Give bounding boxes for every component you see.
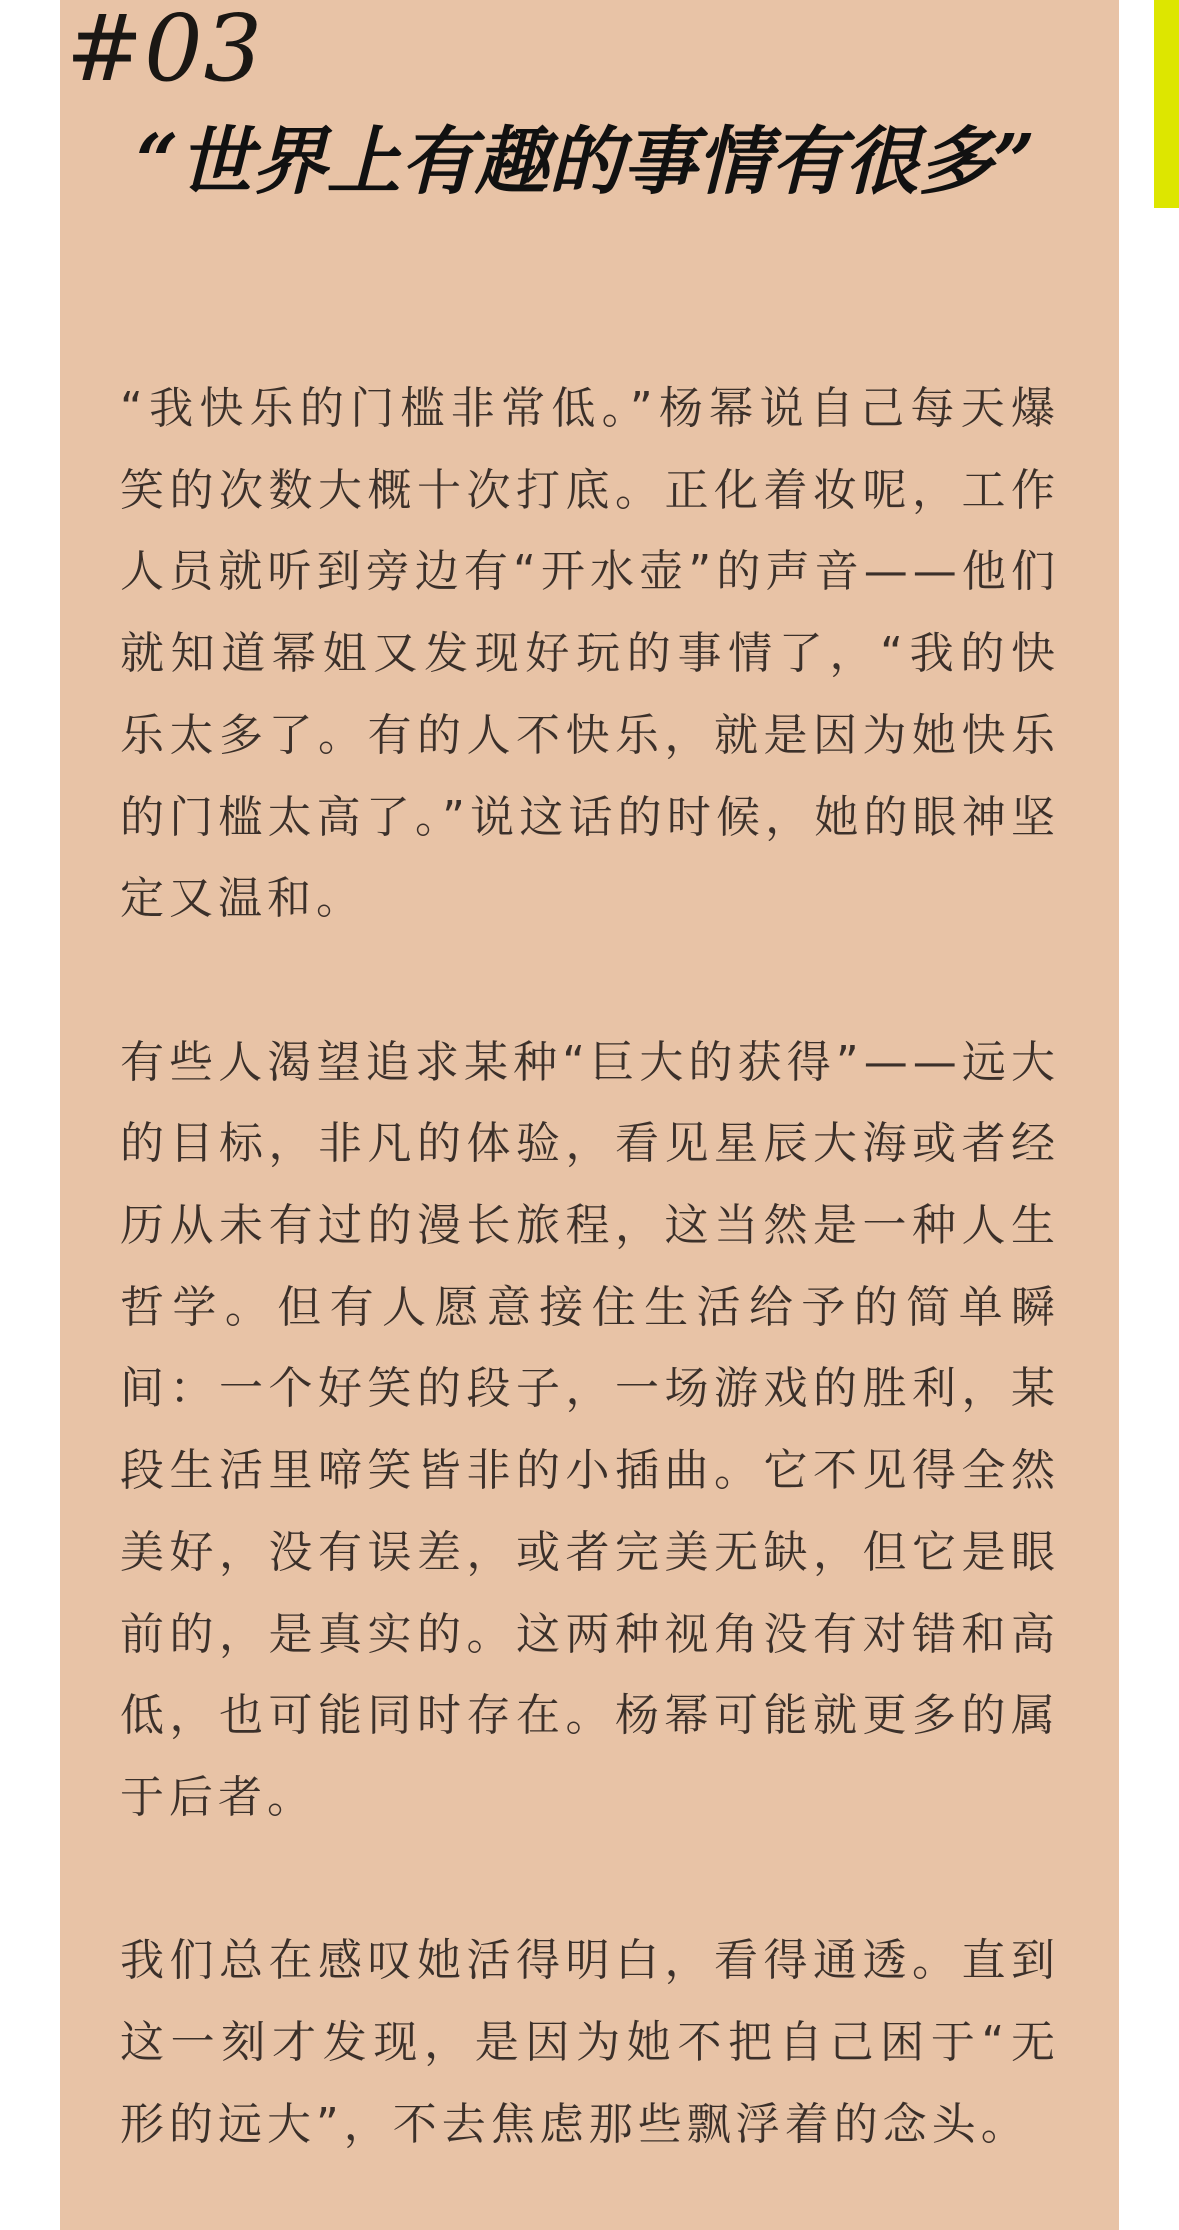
paragraph-3: 我们总在感叹她活得明白，看得通透。直到这一刻才发现，是因为她不把自己困于“无形的远大”，不去焦虑那些飘浮着的念头。 — [120, 1935, 1060, 2150]
accent-bar — [1154, 0, 1179, 208]
paragraph-1: “我快乐的门槛非常低。”杨幂说自己每天爆笑的次数大概十次打底。正化着妆呢，工作人员就听到旁边有“开水壶”的声音——他们就知道幂姐又发现好玩的事情了，“我的快乐太多了。有的人不快乐，就是因为她快乐的门槛太高了。”说这话的时候，她的眼神坚定又温和。 — [120, 383, 1060, 925]
section-headline: “世界上有趣的事情有很多” — [136, 119, 1036, 205]
paragraph-2: 有些人渴望追求某种“巨大的获得”——远大的目标，非凡的体验，看见星辰大海或者经历从未有过的漫长旅程，这当然是一种人生哲学。但有人愿意接住生活给予的简单瞬间：一个好笑的段子，一场游戏的胜利，某段生活里啼笑皆非的小插曲。它不见得全然美好，没有误差，或者完美无缺，但它是眼前的，是真实的。这两种视角没有对错和高低，也可能同时存在。杨幂可能就更多的属于后者。 — [120, 1036, 1060, 1823]
article-body — [120, 368, 1060, 2165]
section-number: #03 — [66, 0, 264, 102]
